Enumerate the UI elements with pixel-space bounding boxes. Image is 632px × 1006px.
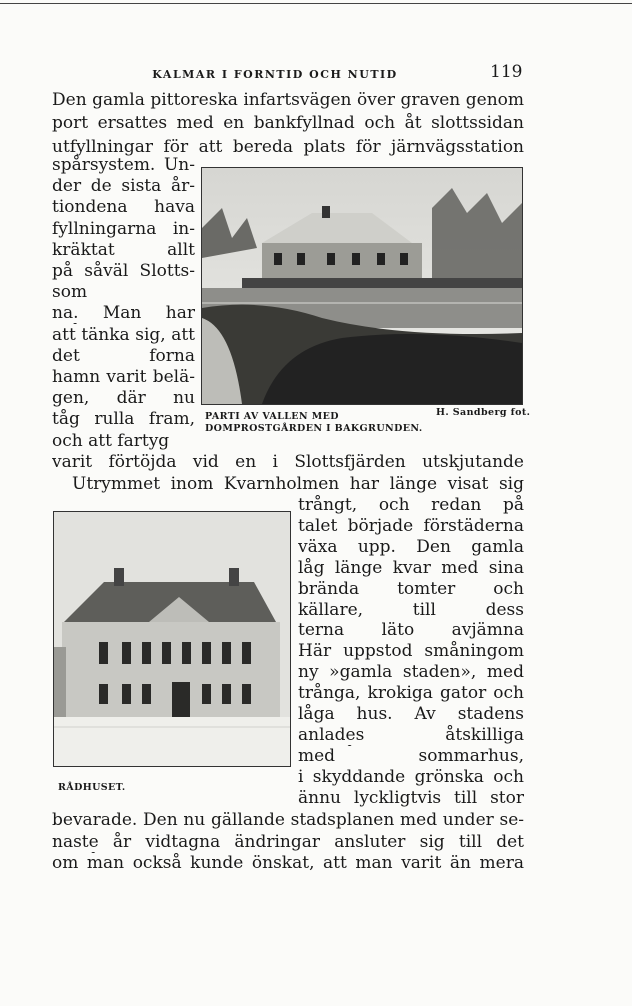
text-line: om man också kunde önskat, att man varit än mera <box>52 853 524 873</box>
text-line: låg länge kvar med sina <box>298 557 524 578</box>
text-line: tåg rulla fram, <box>52 409 195 430</box>
photo-radhuset <box>53 511 291 767</box>
text-line: talet började förstäderna <box>298 515 524 536</box>
text-line: der de sista år- <box>52 176 195 197</box>
text-line: som <box>52 282 88 303</box>
text-line: källare, till dess <box>298 599 524 620</box>
text-line: det forna <box>52 345 195 366</box>
text-line: trånga, krokiga gator och <box>298 683 524 704</box>
text-line: gen, där nu <box>52 388 195 409</box>
text-line: på såväl Slotts- <box>52 261 195 281</box>
photo-radhuset-caption: RÅDHUSET. <box>58 782 126 793</box>
text-line: utfyllningar för att bereda plats för järnvägsstation <box>52 136 524 157</box>
text-line: brända tomter och <box>298 578 524 599</box>
text-line: varit förtöjda vid en i Slottsfjärden utskjutande <box>52 452 524 472</box>
text-line: Den gamla pittoreska infartsvägen över graven genom <box>52 90 524 110</box>
text-line: port ersattes med en bankfyllnad och åt slottssidan <box>52 113 524 134</box>
text-line: terna läto avjämna <box>298 620 524 641</box>
text-line: spårsystem. Un- <box>52 155 195 175</box>
text-line: tiondena hava <box>52 197 195 218</box>
text-line: bevarade. Den nu gällande stadsplanen med under se- <box>52 810 524 830</box>
text-line: i skyddande grönska och <box>298 766 524 787</box>
text-line: anlades åtskilliga <box>298 724 524 745</box>
text-line: kräktat allt <box>52 239 195 260</box>
running-header: KALMAR I FORNTID OCH NUTID <box>152 68 398 81</box>
text-line: fyllningarna in- <box>52 218 195 239</box>
text-line: Här uppstod småningom <box>298 641 524 662</box>
text-line: att tänka sig, att <box>52 324 195 345</box>
text-line: med sommarhus, <box>298 745 524 766</box>
text-line: växa upp. Den gamla <box>298 536 524 557</box>
text-line: ny »gamla staden», med <box>298 662 524 683</box>
photo-vallen <box>201 167 523 405</box>
text-line: ännu lyckligtvis till stor <box>298 787 524 808</box>
text-line: trångt, och redan på <box>298 495 524 515</box>
text-line: låga hus. Av stadens <box>298 704 524 724</box>
photo-vallen-credit: H. Sandberg fot. <box>436 407 531 418</box>
text-line: hamn varit belä- <box>52 367 195 387</box>
text-line: naste år vidtagna ändringar ansluter sig till det <box>52 831 524 852</box>
photo-vallen-caption: PARTI AV VALLEN MED DOMPROSTGÅRDEN I BAKGRUNDEN. <box>205 411 423 434</box>
text-line: och att fartyg <box>52 430 170 451</box>
text-line: Utrymmet inom Kvarnholmen har länge visat sig <box>72 473 524 494</box>
page-top-rule <box>0 3 632 4</box>
page-number: 119 <box>490 62 523 82</box>
text-line: na. Man har <box>52 303 195 324</box>
